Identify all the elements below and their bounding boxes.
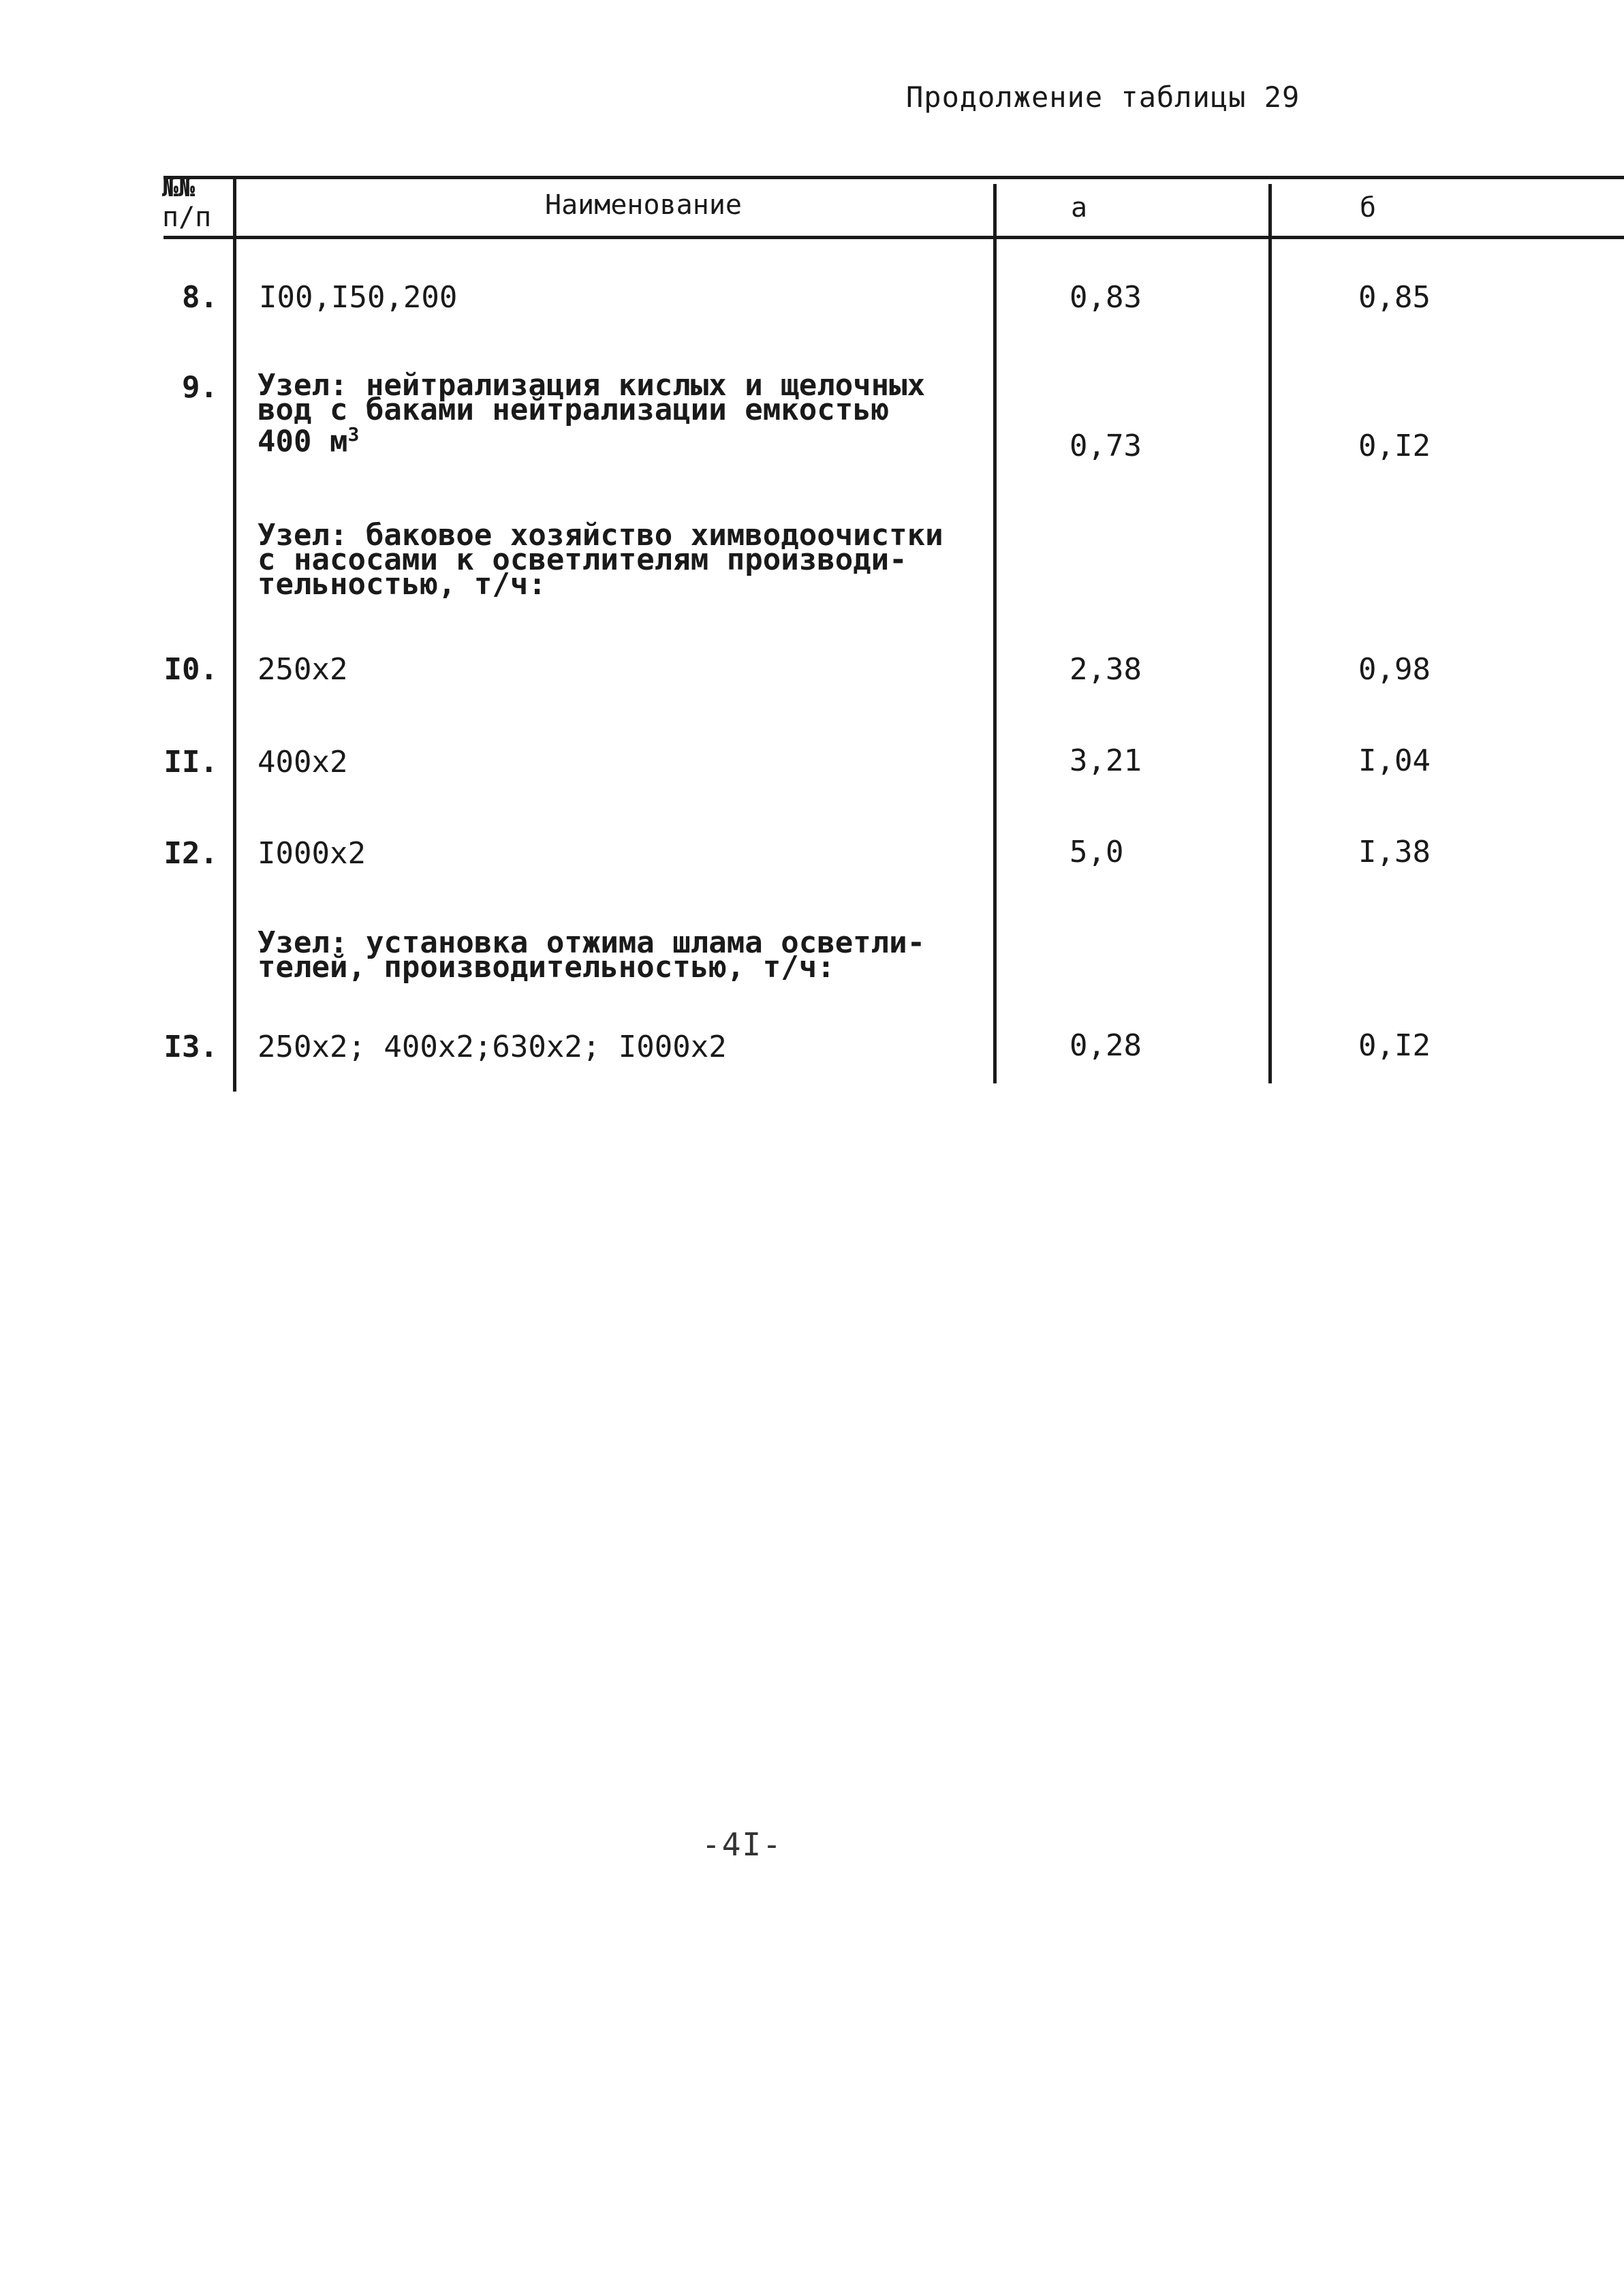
row-number: I3. — [163, 1030, 218, 1064]
row-value-b: I,04 — [1358, 743, 1431, 778]
row-number: I2. — [163, 836, 218, 871]
row-value-b: I,38 — [1358, 835, 1431, 869]
row-value-a: 0,73 — [1069, 429, 1142, 463]
row-number: I0. — [163, 652, 218, 687]
row-value-a: 0,28 — [1069, 1028, 1142, 1063]
row-value-a: 5,0 — [1069, 835, 1124, 869]
row-value-a: 2,38 — [1069, 652, 1142, 687]
column-divider-name — [993, 184, 997, 1083]
row-value-b: 0,I2 — [1358, 1028, 1431, 1063]
row-name-line — [257, 422, 360, 459]
row-number: 8. — [182, 280, 218, 315]
row-name: I00,I50,200 — [259, 280, 458, 315]
row-number: II. — [163, 745, 218, 780]
group-heading-line: телей, производительностью, т/ч: — [257, 950, 835, 985]
table-continuation-heading: Продолжение таблицы 29 — [906, 80, 1300, 114]
header-num-line2: п/п — [162, 202, 212, 233]
row-name: 250х2 — [257, 652, 348, 687]
column-divider-a — [1268, 184, 1272, 1083]
row-value-b: 0,I2 — [1358, 429, 1431, 463]
row-name-line: Узел: нейтрализация кислых и щелочных — [257, 368, 926, 403]
page-number: -4I- — [702, 1826, 783, 1863]
header-num-line1: №№ — [162, 172, 196, 203]
row-number: 9. — [182, 370, 218, 405]
unit-superscript: 3 — [347, 423, 360, 446]
row-name: 250х2; 400х2;630х2; I000х2 — [257, 1030, 727, 1064]
header-b — [1360, 192, 1376, 223]
row-value-a: 3,21 — [1069, 743, 1142, 778]
row-value-a: 0,83 — [1069, 280, 1142, 315]
row-name: I000х2 — [257, 836, 366, 871]
row-name-unit: 400 м — [257, 424, 348, 459]
table-header-rule — [163, 236, 1624, 239]
header-b-label: б — [1360, 192, 1377, 223]
group-heading-line: с насосами к осветлителям производи- — [257, 542, 907, 577]
header-a: а — [1071, 192, 1088, 223]
row-name: 400х2 — [257, 745, 348, 780]
column-divider-num — [233, 179, 236, 1092]
row-name-line: вод с баками нейтрализации емкостью — [257, 392, 890, 427]
row-value-b: 0,98 — [1358, 652, 1431, 687]
group-heading-line: тельностью, т/ч: — [257, 567, 546, 602]
group-heading-line: Узел: установка отжима шлама осветли- — [257, 925, 926, 960]
header-name: Наименование — [545, 189, 742, 221]
group-heading-line: Узел: баковое хозяйство химводоочистки — [257, 518, 943, 553]
table-top-rule — [163, 176, 1624, 179]
row-value-b: 0,85 — [1358, 280, 1431, 315]
